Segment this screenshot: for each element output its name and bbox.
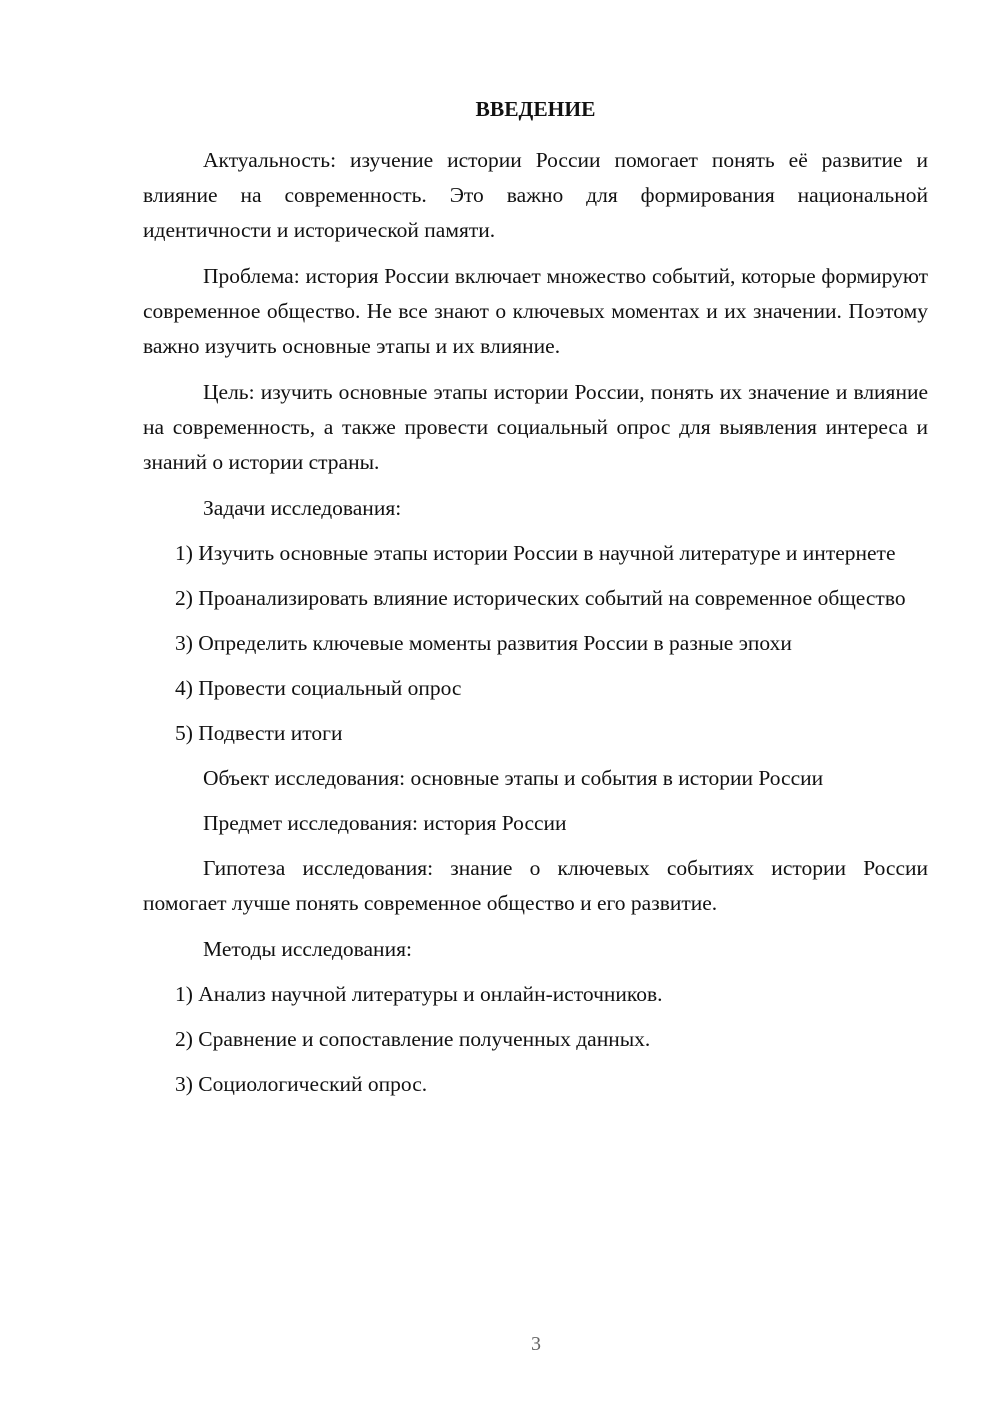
method-item: 3) Социологический опрос. <box>175 1072 428 1096</box>
task-item: 4) Провести социальный опрос <box>175 676 462 700</box>
section-heading: ВВЕДЕНИЕ <box>475 97 596 121</box>
tasks-title: Задачи исследования: <box>203 496 402 520</box>
page-content <box>143 92 928 1112</box>
page-number: 3 <box>531 1333 541 1355</box>
task-item: 1) Изучить основные этапы истории России в научной литературе и интернете <box>175 541 896 565</box>
hypothesis-paragraph: Гипотеза исследования: знание о ключевых событиях истории России помогает лучше понять современное общество и его развитие. <box>143 856 928 915</box>
task-item: 5) Подвести итоги <box>175 721 343 745</box>
goal-paragraph: Цель: изучить основные этапы истории России, понять их значение и влияние на современность, а также провести социальный опрос для выявления интереса и знаний о истории страны. <box>143 380 928 474</box>
task-item: 3) Определить ключевые моменты развития России в разные эпохи <box>175 631 792 655</box>
relevance-paragraph: Актуальность: изучение истории России помогает понять её развитие и влияние на современность. Это важно для формирования национальной идентичности и исторической памяти. <box>143 148 928 242</box>
research-object: Объект исследования: основные этапы и события в истории России <box>203 766 824 790</box>
method-item: 2) Сравнение и сопоставление полученных данных. <box>175 1027 651 1051</box>
task-item: 2) Проанализировать влияние исторических событий на современное общество <box>175 586 906 610</box>
research-subject: Предмет исследования: история России <box>203 811 567 835</box>
methods-title: Методы исследования: <box>203 937 412 961</box>
problem-paragraph: Проблема: история России включает множество событий, которые формируют современное общество. Не все знают о ключевых моментах и их значении. Поэтому важно изучить основные этапы и их влияние. <box>143 264 928 358</box>
method-item: 1) Анализ научной литературы и онлайн-источников. <box>175 982 663 1006</box>
